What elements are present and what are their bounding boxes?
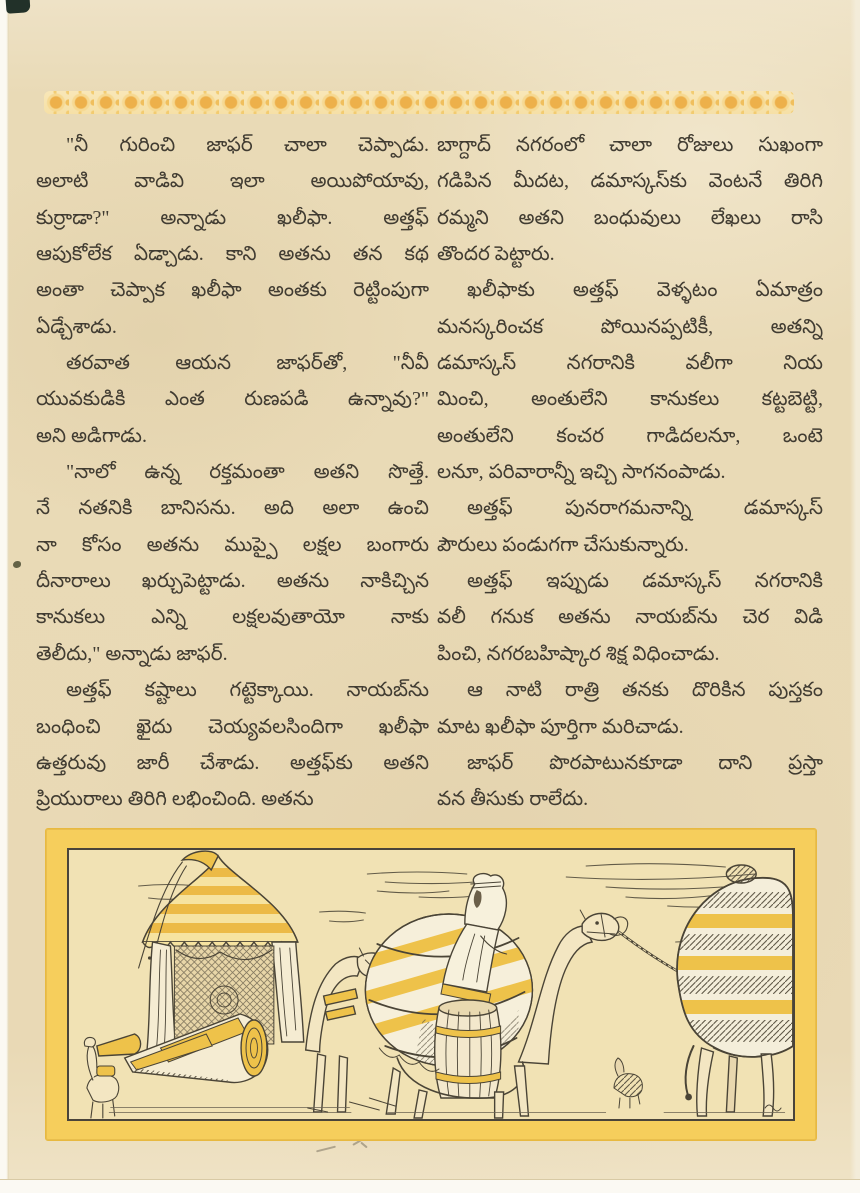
middle-camel	[336, 874, 713, 1118]
text-line: ఏడ్చేశాడు.	[36, 315, 117, 338]
text-line: అత్తఫ్ కష్టాలు గట్టెక్కాయి. నాయబ్‌ను	[66, 679, 429, 702]
right-camel	[672, 865, 793, 1116]
text-line: పించి, నగరబహిష్కార శిక్ష విధించాడు.	[437, 642, 720, 665]
text-line: జాఫర్ పొరపాటునకూడా దాని ప్రస్తా	[467, 751, 823, 774]
paragraph	[437, 745, 823, 818]
paragraph	[437, 127, 823, 272]
ground-shading	[109, 1106, 785, 1117]
scan-edge-bottom	[0, 1179, 860, 1193]
text-line: రమ్మని అతని బంధువులు లేఖలు రాసి	[437, 206, 823, 229]
paragraph	[36, 672, 429, 817]
pencil-mark	[316, 1146, 336, 1153]
paragraph	[36, 127, 429, 345]
text-line: వలీ గనుక అతను నాయబ్‌ను చెర విడి	[437, 606, 823, 629]
text-line: అత్తఫ్ పునరాగమనాన్ని డమాస్కస్	[467, 497, 823, 520]
text-line: తరవాత ఆయన జాఫర్‌తో, "నీవీ	[66, 352, 429, 375]
column-right	[437, 127, 823, 818]
text-line: అంతులేని కంచర గాడిదలనూ, ఒంటె	[437, 424, 823, 447]
paragraph	[437, 490, 823, 563]
text-line: దీనారాలు ఖర్చుపెట్టాడు. అతను నాకిచ్చిన	[36, 570, 429, 593]
text-line: మాట ఖలీఫా పూర్తిగా మరిచాడు.	[437, 715, 684, 738]
column-left	[36, 127, 429, 818]
paragraph	[36, 454, 429, 672]
text-line: వన తీసుకు రాలేదు.	[437, 788, 589, 811]
text-line: అంతా చెప్పాక ఖలీఫా అంతకు రెట్టింపుగా	[36, 279, 429, 302]
text-line: బంధించి ఖైదు చెయ్యవలసిందిగా ఖలీఫా	[36, 715, 429, 738]
text-line: ప్రియురాలు తిరిగి లభించింది. అతను	[36, 788, 314, 811]
text-line: అని అడిగాడు.	[36, 424, 147, 447]
text-line: అలాటి వాడివి ఇలా అయిపోయావు,	[36, 170, 429, 193]
text-line: "నీ గురించి జాఫర్ చాలా చెప్పాడు.	[66, 134, 429, 156]
text-line: గడిపిన మీదట, డమాస్కస్‌కు వెంటనే తిరిగి	[437, 170, 823, 193]
text-line: "నాలో ఉన్న రక్తమంతా అతని సొత్తే.	[66, 461, 429, 484]
text-line: యువకుడికి ఎంత రుణపడి ఉన్నావు?"	[36, 388, 429, 411]
text-line: లనూ, పరివారాన్నీ ఇచ్చి సాగనంపాడు.	[437, 461, 726, 484]
paragraph	[36, 345, 429, 454]
floral-chain-ornament	[44, 91, 794, 114]
text-line: కానుకలు ఎన్ని లక్షలవుతాయో నాకు	[36, 606, 429, 629]
text-line: కుర్రాడా?" అన్నాడు ఖలీఫా. అత్తఫ్	[36, 206, 429, 229]
illustration-frame	[45, 828, 817, 1141]
ink-speck	[13, 561, 21, 568]
scan-edge-left	[0, 0, 9, 1193]
text-line: తెలీదు," అన్నాడు జాఫర్.	[36, 642, 228, 665]
text-line: ఖలీఫాకు అత్తఫ్ వెళ్ళటం ఏమాత్రం	[467, 279, 823, 302]
text-line: ఆపుకోలేక ఏడ్చాడు. కాని అతను తన కథ	[36, 243, 429, 266]
text-line: మనస్కరించక పోయినప్పటికీ, అతన్ని	[437, 315, 823, 338]
caravan-art-svg	[69, 850, 793, 1119]
text-line: తొందర పెట్టారు.	[437, 243, 555, 266]
scan-edge-right	[850, 0, 860, 1193]
text-line: నా కోసం అతను ముప్పై లక్షల బంగారు	[36, 533, 429, 556]
pencil-mark	[360, 1142, 367, 1149]
text-line: అత్తఫ్ ఇప్పుడు డమాస్కస్ నగరానికి	[467, 570, 823, 593]
text-line: మించి, అంతులేని కానుకలు కట్టబెట్టి,	[437, 388, 823, 411]
text-line: ఆ నాటి రాత్రి తనకు దొరికిన పుస్తకం	[467, 679, 823, 702]
corner-ink-mark	[5, 0, 30, 14]
text-line: డమాస్కస్ నగరానికి వలీగా నియ	[437, 352, 823, 375]
text-line: నే నతనికి బానిసను. అది అలా ఉంచి	[36, 497, 429, 520]
caravan-illustration	[67, 848, 795, 1121]
paragraph	[437, 563, 823, 672]
paragraph	[437, 272, 823, 490]
background-camel	[614, 1058, 642, 1108]
paragraph	[437, 672, 823, 745]
text-line: పౌరులు పండుగగా చేసుకున్నారు.	[437, 533, 689, 556]
text-line: బాగ్దాద్ నగరంలో చాలా రోజులు సుఖంగా	[437, 134, 823, 156]
text-line: ఉత్తరువు జారీ చేశాడు. అత్తఫ్‌కు అతని	[36, 751, 429, 774]
